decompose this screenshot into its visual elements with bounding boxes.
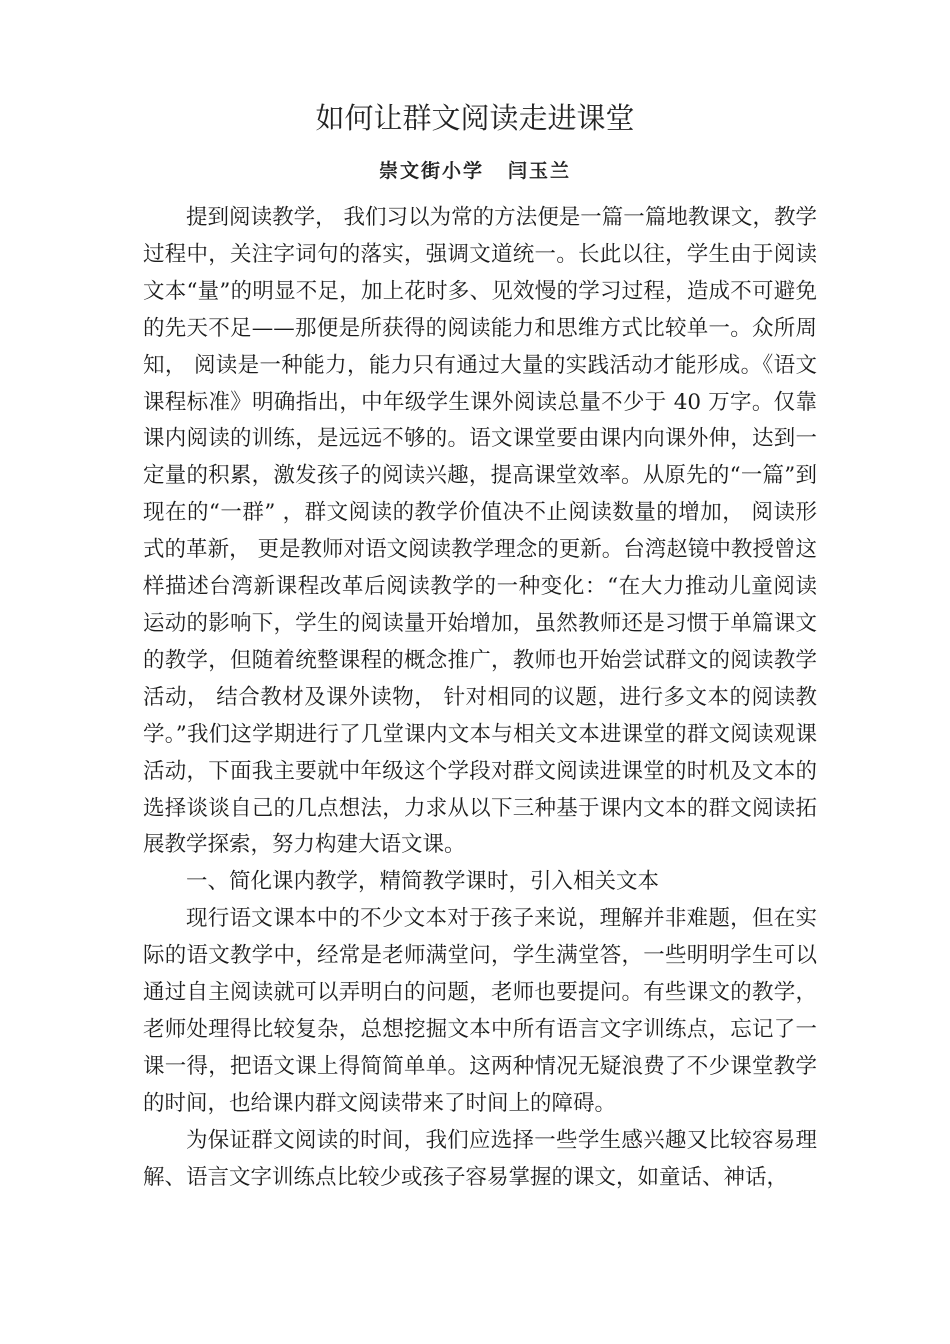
paragraph-section-1: 现行语文课本中的不少文本对于孩子来说，理解并非难题，但在实际的语文教学中，经常是老师满堂问，学生满堂答，一些明明学生可以通过自主阅读就可以弄明白的问题，老师也要提问。有些课文的教学，老师处理得比较复杂，总想挖掘文本中所有语言文字训练点，忘记了一课一得，把语文课上得简简单单。这两种情况无疑浪费了不少课堂教学的时间，也给课内群文阅读带来了时间上的障碍。 bbox=[143, 906, 817, 1116]
paragraph-section-1-continued: 为保证群文阅读的时间，我们应选择一些学生感兴趣又比较容易理解、语言文字训练点比较少或孩子容易掌握的课文，如童话、神话， bbox=[143, 1127, 817, 1190]
author-school: 崇文街小学 bbox=[378, 160, 484, 182]
author-byline bbox=[0, 156, 950, 183]
author-name: 闫玉兰 bbox=[508, 160, 572, 182]
paragraph-intro: 提到阅读教学， 我们习以为常的方法便是一篇一篇地教课文，教学过程中，关注字词句的落实，强调文道统一。长此以往，学生由于阅读文本“量”的明显不足，加上花时多、见效慢的学习过程，造成不可避免的先天不足——那便是所获得的阅读能力和思维方式比较单一。众所周知， 阅读是一种能力，能力只有通过大量的实践活动才能形成。《语文课程标准》明确指出，中年级学生课外阅读总量不少于 40 万字。仅靠课内阅读的训练，是远远不够的。语文课堂要由课内向课外伸，达到一定量的积累，激发孩子的阅读兴趣，提高课堂效率。从原先的“一篇”到现在的“一群” ，群文阅读的教学价值决不止阅读数量的增加， 阅读形式的革新， 更是教师对语文阅读教学理念的更新。台湾赵镜中教授曾这样描述台湾新课程改革后阅读教学的一种变化：“在大力推动儿童阅读运动的影响下，学生的阅读量开始增加，虽然教师还是习惯于单篇课文的教学，但随着统整课程的概念推广，教师也开始尝试群文的阅读教学活动， 结合教材及课外读物， 针对相同的议题，进行多文本的阅读教学。”我们这学期进行了几堂课内文本与相关文本进课堂的群文阅读观课活动，下面我主要就中年级这个学段对群文阅读进课堂的时机及文本的选择谈谈自己的几点想法，力求从以下三种基于课内文本的群文阅读拓展教学探索，努力构建大语文课。 bbox=[143, 205, 817, 858]
document-body bbox=[143, 200, 817, 1196]
section-heading-1: 一、简化课内教学，精简教学课时，引入相关文本 bbox=[186, 869, 660, 895]
document-title: 如何让群文阅读走进课堂 bbox=[315, 101, 635, 135]
